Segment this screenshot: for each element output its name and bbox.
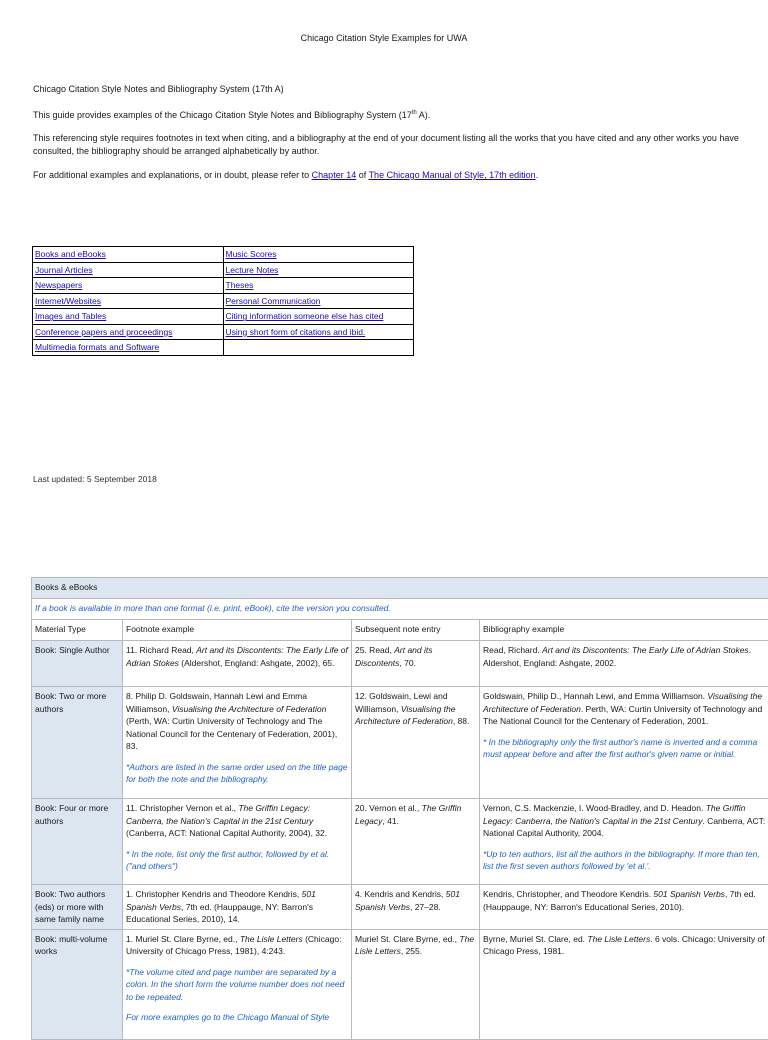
bibliography-example-part: . Aldershot, England: Ashgate, 2002. bbox=[483, 645, 751, 668]
bibliography-example-part: The Griffin Legacy: Canberra, the Nation's Capital in the 21st Century bbox=[483, 803, 745, 826]
bibliography-example-part: Vernon, C.S. Mackenzie, I. Wood-Bradley, and D. Headon. bbox=[483, 803, 706, 813]
subsequent-note-part: 20. Vernon et al., bbox=[355, 803, 422, 813]
subsequent-note-part: , 88. bbox=[453, 716, 470, 726]
nav-row bbox=[33, 262, 414, 278]
nav-link[interactable]: Conference papers and proceedings bbox=[35, 327, 173, 337]
bibliography-example bbox=[480, 799, 768, 885]
subsequent-note-part: , 255. bbox=[401, 946, 422, 956]
guide-text: This guide provides examples of the Chicago Citation Style Notes and Bibliography System (17 bbox=[33, 110, 412, 120]
bibliography-example-part: Kendris, Christopher, and Theodore Kendris. bbox=[483, 889, 653, 899]
nav-cell bbox=[223, 340, 414, 356]
footnote-example-part: 11. Christopher Vernon et al., bbox=[126, 803, 238, 813]
nav-link[interactable]: Personal Communication bbox=[226, 296, 321, 306]
nav-row bbox=[33, 278, 414, 294]
bibliography-example-part: Art and its Discontents: The Early Life of Adrian Stokes bbox=[542, 645, 749, 655]
nav-link[interactable]: Lecture Notes bbox=[226, 265, 279, 275]
citation-table bbox=[31, 577, 768, 1040]
guide-text-end: A). bbox=[417, 110, 431, 120]
footnote-example-part: (Canberra, ACT: National Capital Authority, 2004), 32. bbox=[126, 828, 327, 838]
subsequent-note bbox=[352, 799, 480, 885]
nav-link[interactable]: Using short form of citations and ibid. bbox=[226, 327, 366, 337]
guide-sup: th bbox=[412, 110, 417, 116]
nav-link[interactable]: Music Scores bbox=[226, 249, 277, 259]
footnote-example bbox=[123, 799, 352, 885]
column-header-bibliography: Bibliography example bbox=[480, 620, 768, 641]
chapter-14-link[interactable]: Chapter 14 bbox=[312, 170, 357, 180]
section-header: Books & eBooks bbox=[32, 578, 768, 599]
bibliography-example bbox=[480, 885, 768, 930]
table-row bbox=[32, 799, 768, 885]
note-text: * In the bibliography only the first author's name is inverted and a comma must appear before and after the first author's given name or initial. bbox=[483, 736, 768, 761]
note-text: * In the note, list only the first author, followed by et al. ("and others") bbox=[126, 848, 348, 873]
nav-cell bbox=[223, 324, 414, 340]
footnote-example-part: 1. Muriel St. Clare Byrne, ed., bbox=[126, 934, 240, 944]
table-row bbox=[32, 929, 768, 1039]
last-updated: Last updated: 5 September 2018 bbox=[33, 474, 157, 484]
nav-cell bbox=[223, 309, 414, 325]
material-type: Book: Two authors (eds) or more with same family name bbox=[32, 885, 123, 930]
nav-cell bbox=[33, 293, 224, 309]
bibliography-example bbox=[480, 929, 768, 1039]
nav-row bbox=[33, 247, 414, 263]
nav-cell bbox=[33, 262, 224, 278]
footnote-example-part: Art and its Discontents: The Early Life of Adrian Stokes bbox=[126, 645, 348, 668]
footnote-example-part: (Chicago: University of Chicago Press, 1981), 4:243. bbox=[126, 934, 341, 957]
additional-paragraph bbox=[33, 169, 745, 182]
nav-cell bbox=[223, 293, 414, 309]
subsequent-note-part: The Griffin Legacy bbox=[355, 803, 461, 826]
nav-cell bbox=[33, 309, 224, 325]
nav-row bbox=[33, 309, 414, 325]
nav-cell bbox=[33, 324, 224, 340]
nav-link[interactable]: Theses bbox=[226, 280, 254, 290]
nav-row bbox=[33, 340, 414, 356]
subsequent-note bbox=[352, 885, 480, 930]
subsequent-note-part: 25. Read, bbox=[355, 645, 394, 655]
material-type: Book: Two or more authors bbox=[32, 687, 123, 799]
bibliography-example-part: , 7th ed. (Hauppauge, NY: Barron's Educational Series, 2010). bbox=[483, 889, 756, 912]
subsequent-note-part: , 27–28. bbox=[410, 902, 441, 912]
footnote-example-part: (Aldershot, England: Ashgate, 2002), 65. bbox=[179, 658, 334, 668]
column-header-material: Material Type bbox=[32, 620, 123, 641]
bibliography-example-part: . Perth, WA: Curtin University of Technology and The National Council for the Centenary of Federation, 2001. bbox=[483, 704, 762, 727]
footnote-example-part: , 7th ed. (Hauppauge, NY: Barron's Educational Series, 2010), 14. bbox=[126, 902, 313, 925]
note-text: *The volume cited and page number are separated by a colon. In the short form the volume number does not need to be repeated. bbox=[126, 966, 348, 1004]
navigation-table bbox=[32, 246, 414, 356]
nav-link[interactable]: Citing information someone else has cited bbox=[226, 311, 384, 321]
bibliography-example-part: Byrne, Muriel St. Clare, ed. bbox=[483, 934, 587, 944]
nav-cell bbox=[33, 278, 224, 294]
bibliography-example-part: 501 Spanish Verbs bbox=[653, 889, 725, 899]
chicago-manual-link[interactable]: The Chicago Manual of Style, 17th edition bbox=[369, 170, 536, 180]
column-header-footnote: Footnote example bbox=[123, 620, 352, 641]
subsequent-note-part: 501 Spanish Verbs bbox=[355, 889, 460, 912]
subsequent-note bbox=[352, 641, 480, 687]
guide-paragraph bbox=[33, 107, 745, 122]
table-row bbox=[32, 687, 768, 799]
nav-link[interactable]: Internet/Websites bbox=[35, 296, 101, 306]
subsequent-note-part: Art and its Discontents bbox=[355, 645, 433, 668]
footnote-example-part: 8. Philip D. Goldswain, Hannah Lewi and Emma Williamson, bbox=[126, 691, 307, 714]
subsequent-note-part: , 41. bbox=[382, 816, 399, 826]
requirement-paragraph: This referencing style requires footnotes in text when citing, and a bibliography at the end of your document listing all the works that you have cited and any other works you have consulted, the bibliography should be arranged alphabetically by author. bbox=[33, 132, 745, 158]
subsequent-note-part: 12. Goldswain, Lewi and Williamson, bbox=[355, 691, 448, 714]
table-row bbox=[32, 885, 768, 930]
footnote-example-part: Visualising the Architecture of Federation bbox=[172, 704, 327, 714]
bibliography-example-part: Goldswain, Philip D., Hannah Lewi, and Emma Williamson. bbox=[483, 691, 707, 701]
footnote-example-part: (Perth, WA: Curtin University of Technology and The National Council for the Centenary of Federation, 2001), 83. bbox=[126, 716, 337, 751]
material-type: Book: Single Author bbox=[32, 641, 123, 687]
additional-end: . bbox=[536, 170, 539, 180]
footnote-example bbox=[123, 687, 352, 799]
subsequent-note-part: Muriel St. Clare Byrne, ed., bbox=[355, 934, 459, 944]
subsequent-note-part: Visualising the Architecture of Federation bbox=[355, 704, 455, 727]
subsequent-note-part: 4. Kendris and Kendris, bbox=[355, 889, 446, 899]
nav-row bbox=[33, 293, 414, 309]
bibliography-example-part: . Canberra, ACT: National Capital Authority, 2004. bbox=[483, 816, 765, 839]
footnote-example bbox=[123, 929, 352, 1039]
subsequent-note-part: , 70. bbox=[399, 658, 416, 668]
footnote-example-part: 501 Spanish Verbs bbox=[126, 889, 316, 912]
page-title: Chicago Citation Style Examples for UWA bbox=[0, 33, 768, 43]
bibliography-example-part: The Lisle Letters bbox=[587, 934, 650, 944]
note-text: *Authors are listed in the same order used on the title page for both the note and the bibliography. bbox=[126, 761, 348, 786]
footnote-example-part: The Griffin Legacy: Canberra, the Nation's Capital in the 21st Century bbox=[126, 803, 313, 826]
section-header-row bbox=[32, 578, 768, 599]
nav-link[interactable]: Newspapers bbox=[35, 280, 82, 290]
bibliography-example-part: . 6 vols. Chicago: University of Chicago Press, 1981. bbox=[483, 934, 765, 957]
subtitle: Chicago Citation Style Notes and Bibliography System (17th A) bbox=[33, 83, 745, 96]
subsequent-note-part: The Lisle Letters bbox=[355, 934, 474, 957]
nav-link[interactable]: Journal Articles bbox=[35, 265, 93, 275]
material-type: Book: multi-volume works bbox=[32, 929, 123, 1039]
nav-link[interactable]: Books and eBooks bbox=[35, 249, 106, 259]
nav-cell bbox=[33, 247, 224, 263]
nav-link[interactable]: Images and Tables bbox=[35, 311, 106, 321]
nav-cell bbox=[223, 262, 414, 278]
subsequent-note bbox=[352, 929, 480, 1039]
material-type: Book: Four or more authors bbox=[32, 799, 123, 885]
nav-row bbox=[33, 324, 414, 340]
additional-mid: of bbox=[356, 170, 368, 180]
note-text: *Up to ten authors, list all the authors in the bibliography. If more than ten, list the first seven authors followed by 'et al.'. bbox=[483, 848, 768, 873]
footnote-example bbox=[123, 641, 352, 687]
intro-text: If a book is available in more than one format (i.e. print, eBook), cite the version you consulted. bbox=[32, 599, 768, 620]
footnote-example-part: The Lisle Letters bbox=[240, 934, 303, 944]
bibliography-example bbox=[480, 687, 768, 799]
footnote-example bbox=[123, 885, 352, 930]
subsequent-note bbox=[352, 687, 480, 799]
nav-link[interactable]: Multimedia formats and Software bbox=[35, 342, 159, 352]
footnote-example-part: 1. Christopher Kendris and Theodore Kendris, bbox=[126, 889, 302, 899]
bibliography-example-part: Visualising the Architecture of Federation bbox=[483, 691, 762, 714]
note-text: For more examples go to the Chicago Manual of Style bbox=[126, 1011, 348, 1024]
nav-cell bbox=[223, 278, 414, 294]
bibliography-example-part: Read, Richard. bbox=[483, 645, 542, 655]
nav-cell bbox=[223, 247, 414, 263]
table-row bbox=[32, 641, 768, 687]
additional-text: For additional examples and explanations, or in doubt, please refer to bbox=[33, 170, 312, 180]
footnote-example-part: 11. Richard Read, bbox=[126, 645, 196, 655]
intro-row bbox=[32, 599, 768, 620]
column-header-row bbox=[32, 620, 768, 641]
nav-cell bbox=[33, 340, 224, 356]
bibliography-example bbox=[480, 641, 768, 687]
column-header-subsequent: Subsequent note entry bbox=[352, 620, 480, 641]
